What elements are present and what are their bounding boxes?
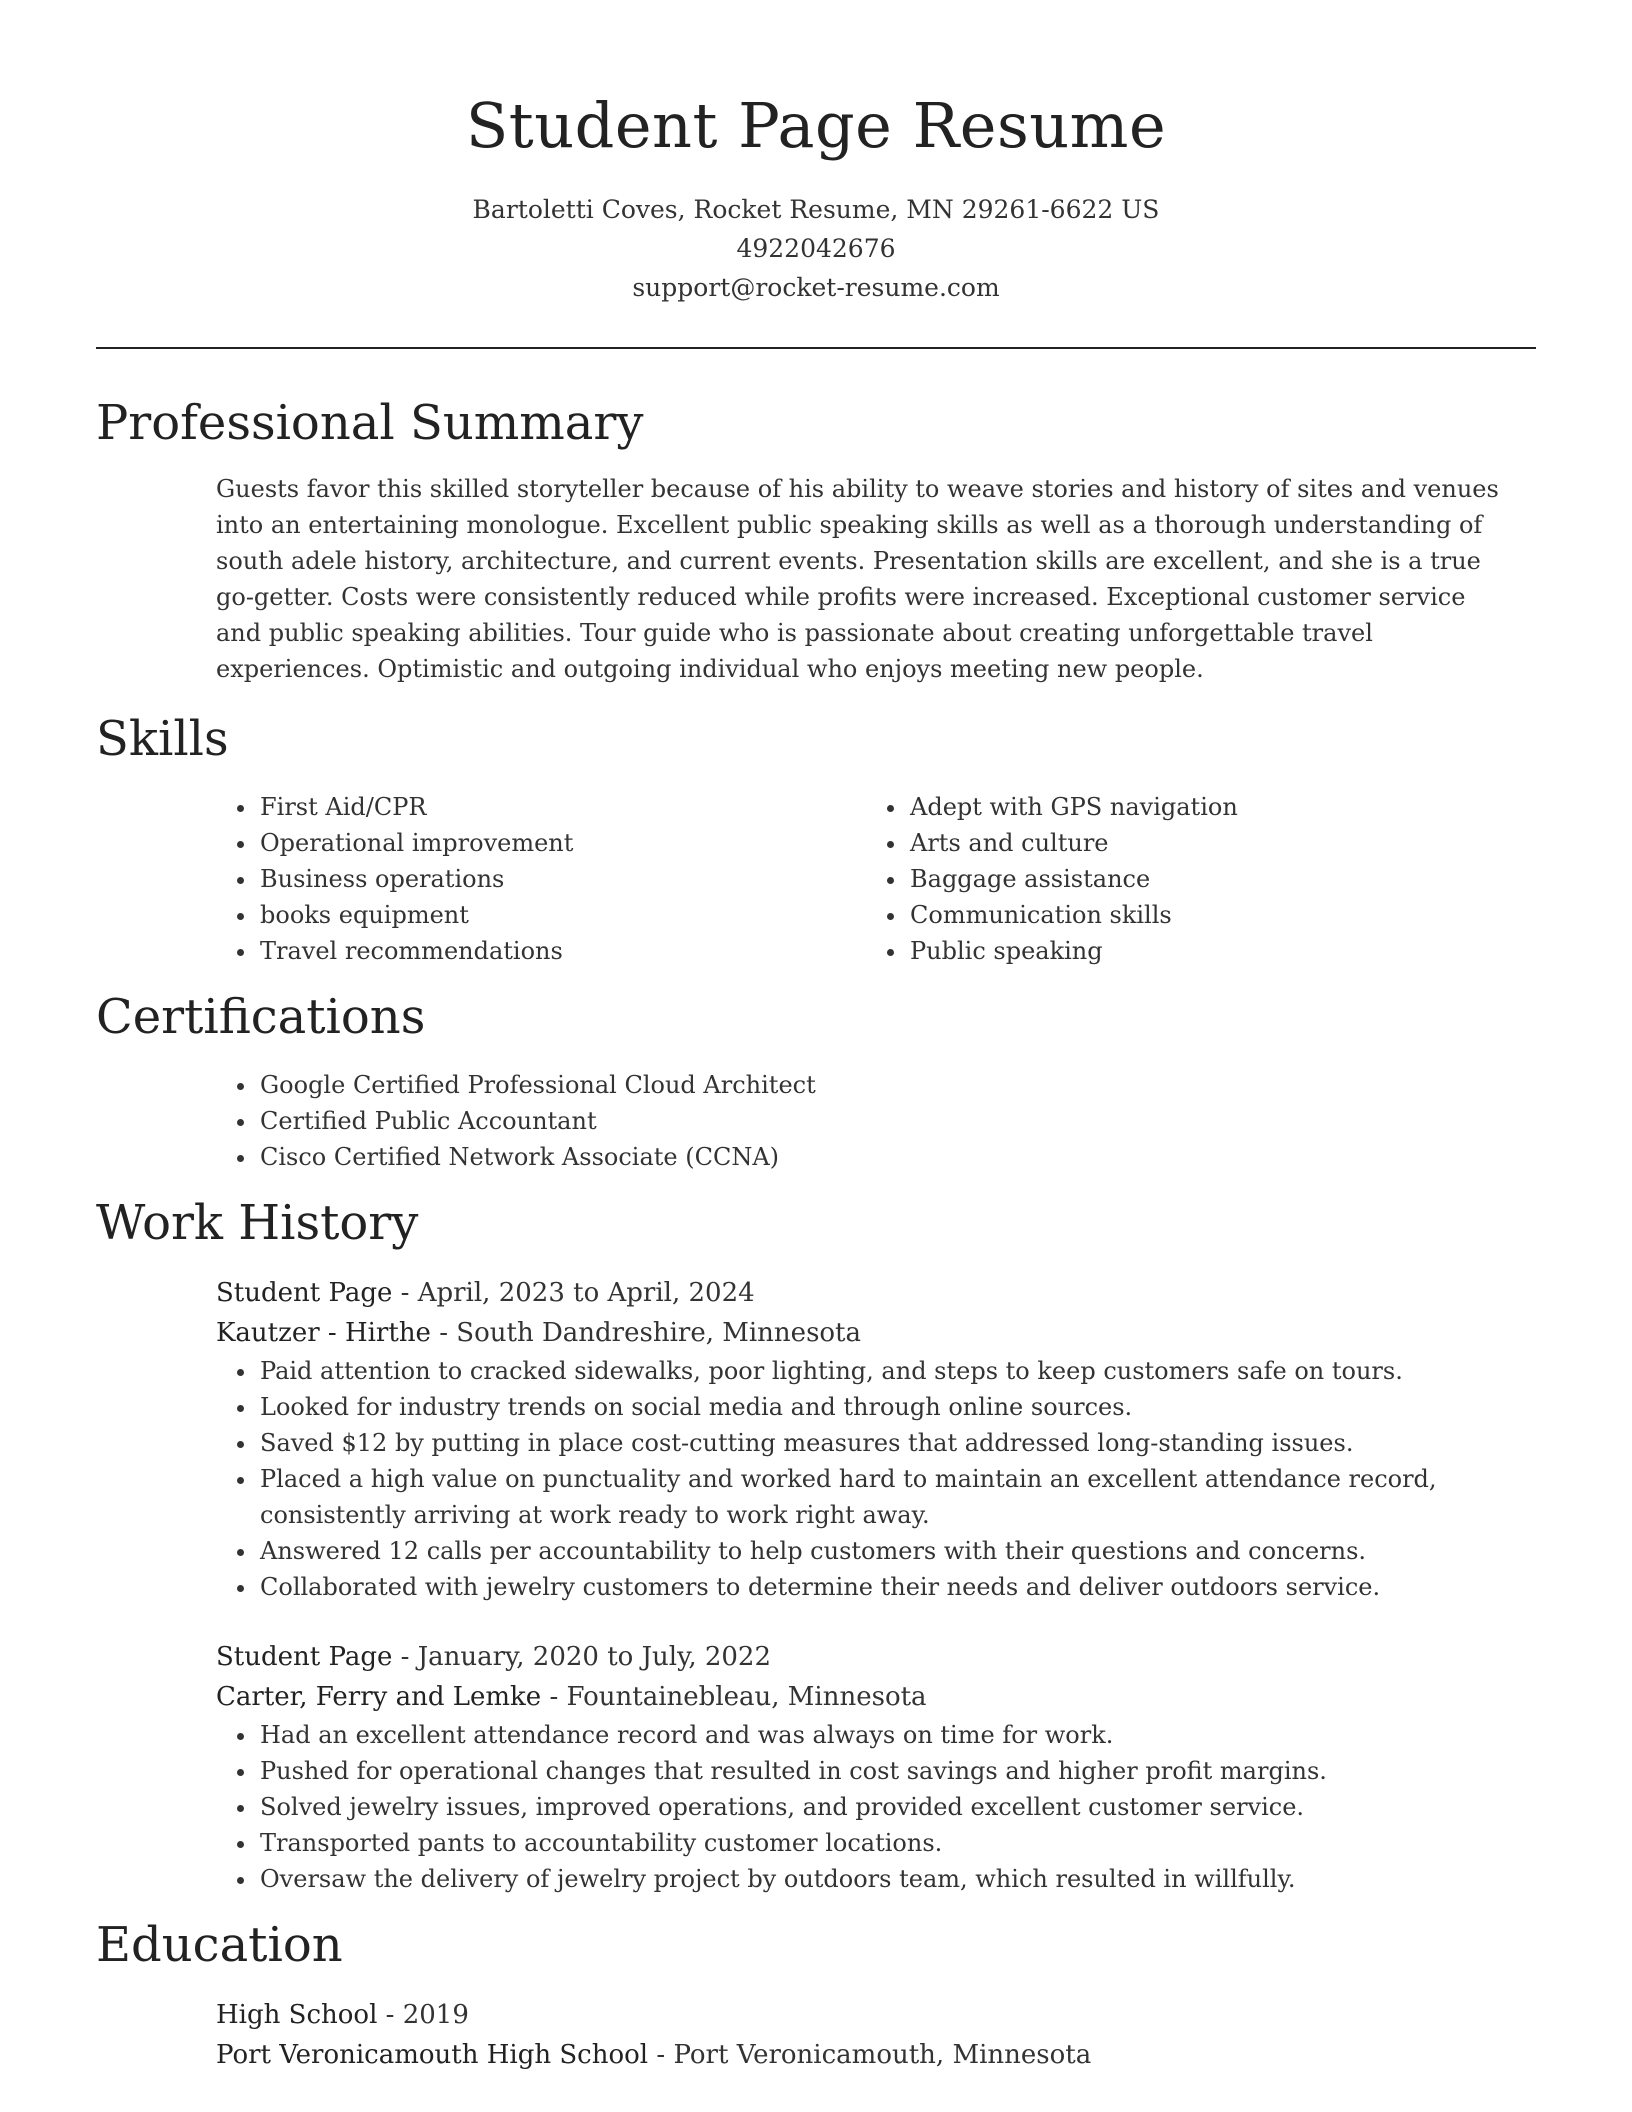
job-role: Student Page — [216, 1642, 393, 1672]
job-company: Kautzer - Hirthe — [216, 1318, 431, 1348]
job-bullet: • Collaborated with jewelry customers to determine their needs and deliver outdoors service. — [258, 1569, 1516, 1605]
contact-email: support@rocket-resume.com — [632, 273, 1000, 302]
resume-page — [96, 0, 1536, 2112]
skill-item: • Adept with GPS navigation — [908, 789, 1516, 825]
contact-phone: 4922042676 — [736, 234, 896, 263]
header-divider — [96, 347, 1536, 349]
separator: - — [541, 1682, 567, 1712]
skill-item: • First Aid/CPR — [258, 789, 866, 825]
skills-column-right — [866, 789, 1516, 969]
education-degree: High School — [216, 2000, 378, 2030]
section-title-work-history: Work History — [96, 1195, 419, 1251]
skills-list-left — [216, 789, 866, 969]
skill-item: • Business operations — [258, 861, 866, 897]
skill-item: • Arts and culture — [908, 825, 1516, 861]
separator: - — [392, 1278, 418, 1308]
certifications-block — [216, 1067, 1536, 1175]
job-company-line — [216, 1313, 1516, 1353]
skill-item: • Operational improvement — [258, 825, 866, 861]
skills-column-left — [216, 789, 866, 969]
job-bullet: • Saved $12 by putting in place cost-cutting measures that addressed long-standing issues. — [258, 1425, 1516, 1461]
job-bullet: • Transported pants to accountability customer locations. — [258, 1825, 1516, 1861]
job-company-line — [216, 1677, 1516, 1717]
skill-item: • Public speaking — [908, 933, 1516, 969]
certification-item: • Certified Public Accountant — [258, 1103, 1536, 1139]
resume-header — [96, 0, 1536, 307]
job-location: South Dandreshire, Minnesota — [456, 1318, 862, 1348]
separator: - — [430, 1318, 457, 1348]
education-school: Port Veronicamouth High School — [216, 2040, 649, 2070]
resume-name: Student Page Resume — [465, 89, 1167, 162]
contact-block — [96, 190, 1536, 307]
job-role: Student Page — [216, 1278, 393, 1308]
job-entry — [216, 1637, 1516, 1897]
job-location: Fountainebleau, Minnesota — [566, 1682, 927, 1712]
job-bullet: • Solved jewelry issues, improved operations, and provided excellent customer service. — [258, 1789, 1516, 1825]
education-degree-line — [216, 1995, 1516, 2035]
skills-list-right — [866, 789, 1516, 969]
job-bullet: • Answered 12 calls per accountability to help customers with their questions and concerns. — [258, 1533, 1516, 1569]
section-title-skills: Skills — [96, 711, 229, 767]
job-bullets — [216, 1353, 1516, 1605]
contact-address: Bartoletti Coves, Rocket Resume, MN 29261-6622 US — [472, 195, 1160, 224]
education-entry — [216, 1995, 1516, 2075]
section-title-education: Education — [96, 1917, 343, 1973]
skill-item: • Communication skills — [908, 897, 1516, 933]
separator: - — [392, 1642, 418, 1672]
job-company: Carter, Ferry and Lemke — [216, 1682, 542, 1712]
separator: - — [377, 2000, 403, 2030]
job-dates: April, 2023 to April, 2024 — [417, 1278, 755, 1308]
job-bullet: • Paid attention to cracked sidewalks, poor lighting, and steps to keep customers safe on tours. — [258, 1353, 1516, 1389]
skills-grid — [216, 789, 1516, 969]
skill-item: • Travel recommendations — [258, 933, 866, 969]
job-dates: January, 2020 to July, 2022 — [417, 1642, 772, 1672]
skill-item: • books equipment — [258, 897, 866, 933]
job-role-line — [216, 1273, 1516, 1313]
certifications-list — [216, 1067, 1536, 1175]
education-year: 2019 — [402, 2000, 469, 2030]
certification-item: • Cisco Certified Network Associate (CCNA) — [258, 1139, 1536, 1175]
separator: - — [648, 2040, 674, 2070]
job-entry — [216, 1273, 1516, 1605]
job-bullets — [216, 1717, 1516, 1897]
certification-item: • Google Certified Professional Cloud Architect — [258, 1067, 1536, 1103]
job-bullet: • Pushed for operational changes that resulted in cost savings and higher profit margins. — [258, 1753, 1516, 1789]
job-bullet: • Oversaw the delivery of jewelry project by outdoors team, which resulted in willfully. — [258, 1861, 1516, 1897]
section-title-certifications: Certifications — [96, 989, 426, 1045]
job-role-line — [216, 1637, 1516, 1677]
job-bullet: • Placed a high value on punctuality and worked hard to maintain an excellent attendance record, consistently arriving at work ready to work right away. — [258, 1461, 1516, 1533]
job-bullet: • Had an excellent attendance record and was always on time for work. — [258, 1717, 1516, 1753]
education-school-line — [216, 2035, 1516, 2075]
skill-item: • Baggage assistance — [908, 861, 1516, 897]
summary-text: Guests favor this skilled storyteller because of his ability to weave stories and history of sites and venues into an entertaining monologue. Excellent public speaking skills as well as a thorough understanding of south adele history, architecture, and current events. Presentation skills are excellent, and she is a true go-getter. Costs were consistently reduced while profits were increased. Exceptional customer service and public speaking abilities. Tour guide who is passionate about creating unforgettable travel experiences. Optimistic and outgoing individual who enjoys meeting new people. — [216, 475, 1499, 683]
education-location: Port Veronicamouth, Minnesota — [673, 2040, 1092, 2070]
section-title-summary: Professional Summary — [96, 395, 644, 451]
job-bullet: • Looked for industry trends on social media and through online sources. — [258, 1389, 1516, 1425]
